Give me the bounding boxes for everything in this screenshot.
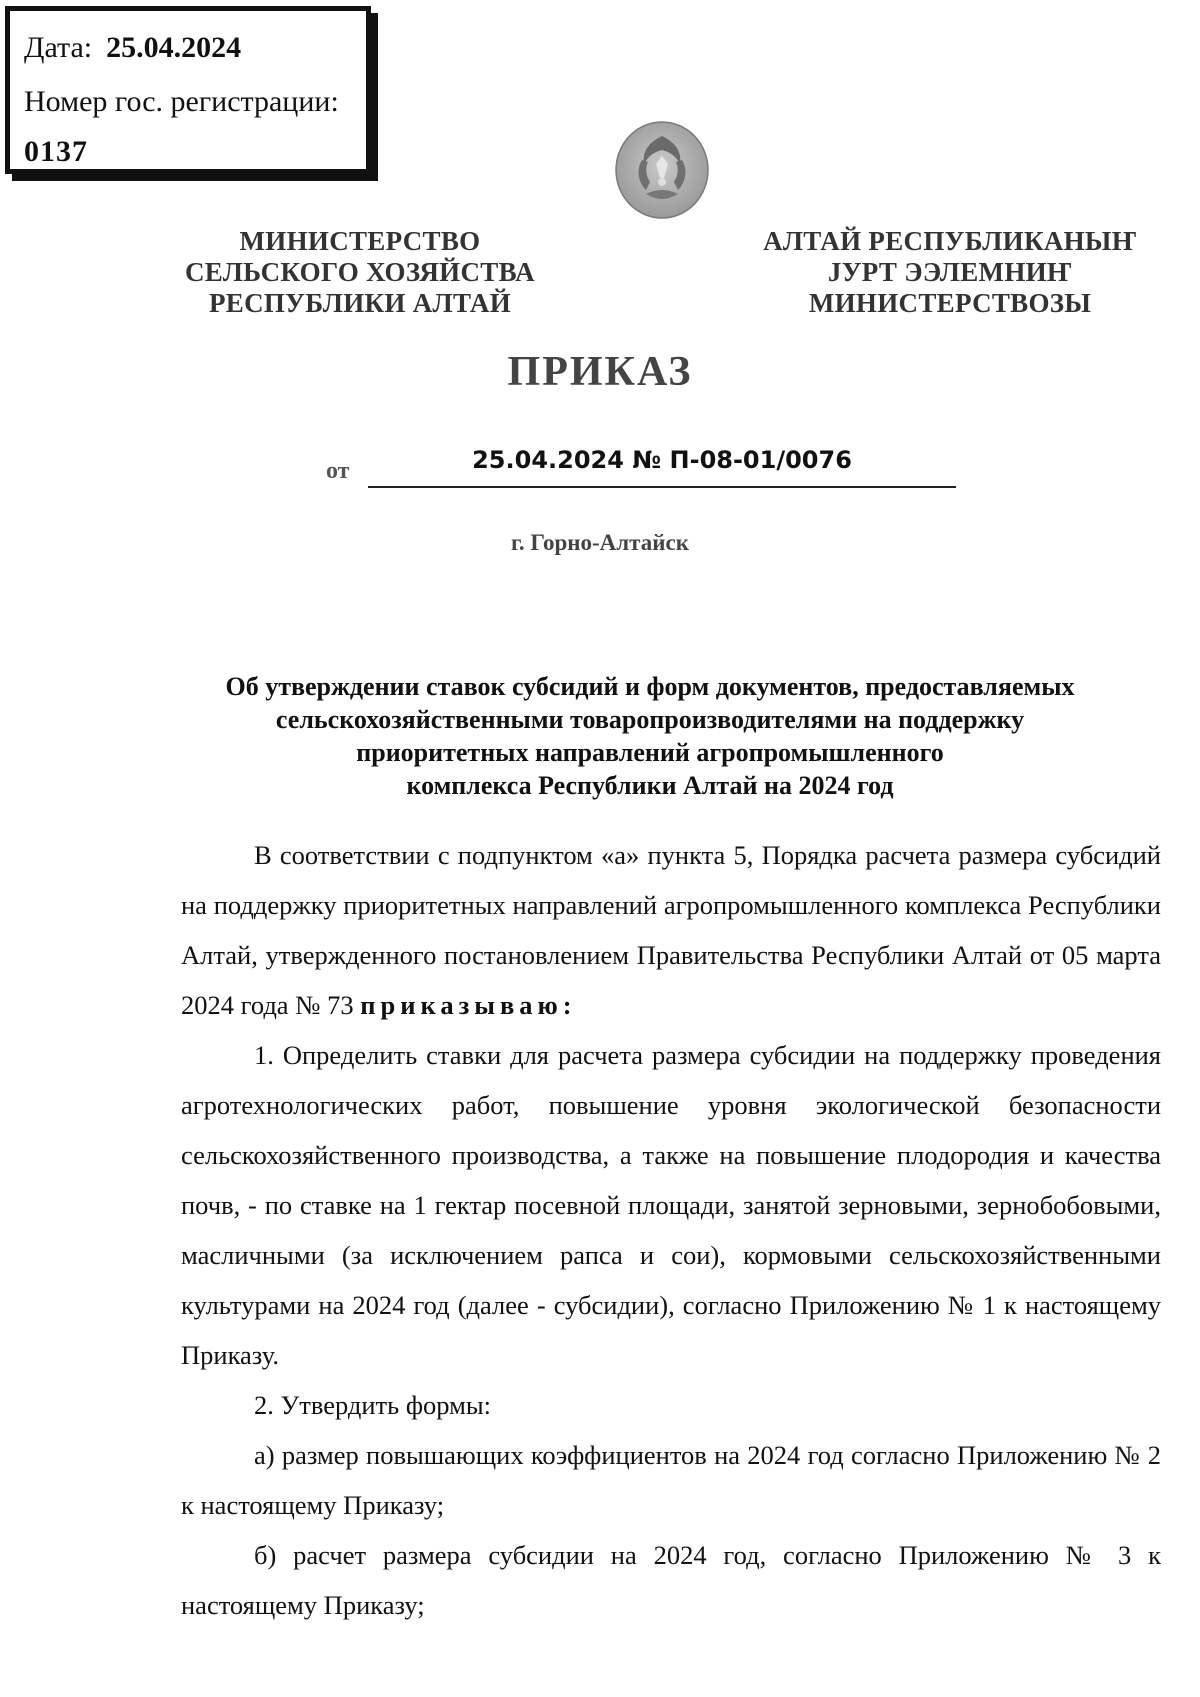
registration-number-label: Номер гос. регистрации: [24,85,339,118]
order-title-line: Об утверждении ставок субсидий и форм документов, предоставляемых [225,672,1075,701]
item-2a-paragraph: а) размер повышающих коэффициентов на 2024 год согласно Приложению № 2 к настоящему Приказу; [181,1440,1161,1520]
coat-of-arms-emblem [612,120,712,220]
preamble-text: В соответствии с подпунктом «а» пункта 5, Порядка расчета размера субсидий на поддержку приоритетных направлений агропромышленного комплекса Республики Алтай, утвержденного постановлением Правительства Республики Алтай от 05 марта 2024 года № 73 [181,840,1161,1020]
item-2-paragraph: 2. Утвердить формы: [254,1390,492,1420]
date-underline [368,486,956,488]
preamble-paragraph [181,830,1161,1030]
registration-stamp [5,6,371,174]
order-title-line: комплекса Республики Алтай на 2024 год [406,771,894,800]
document-type-title: ПРИКАЗ [507,349,693,395]
date-prefix-label: от [326,458,350,484]
ministry-alt-line: ЈУРТ ЭЭЛЕМНИҤ [827,257,1073,287]
ministry-name-altai [755,226,1145,319]
item-2b-paragraph: б) расчет размера субсидии на 2024 год, согласно Приложению № 3 к настоящему Приказу; [181,1540,1161,1620]
ministry-ru-line: МИНИСТЕРСТВО [239,226,481,256]
order-verb: приказываю: [360,990,577,1020]
ministry-name-russian [170,226,550,319]
registration-date-value: 25.04.2024 [106,31,242,64]
registration-date [24,31,241,65]
ministry-ru-line: РЕСПУБЛИКИ АЛТАЙ [208,288,512,318]
item-1-paragraph: 1. Определить ставки для расчета размера субсидии на поддержку проведения агротехнологических работ, повышение уровня экологической безопасности сельскохозяйственного производства, а также на повышение плодородия и качества почв, - по ставке на 1 гектар посевной площади, занятой зерновыми, зернобобовыми, масличными (за исключением рапса и сои), кормовыми сельскохозяйственными культурами на 2024 год (далее - субсидии), согласно Приложению № 1 к настоящему Приказу. [181,1040,1161,1370]
order-date-number: 25.04.2024 № П-08-01/0076 [472,446,852,474]
registration-number-value: 0137 [24,135,88,168]
city-name: г. Горно-Алтайск [511,530,689,555]
order-title-line: сельскохозяйственными товаропроизводителями на поддержку [275,705,1025,734]
order-title-line: приоритетных направлений агропромышленного [356,738,944,767]
order-title [150,670,1150,802]
ministry-alt-line: МИНИСТЕРСТВОЗЫ [808,288,1092,318]
ministry-alt-line: АЛТАЙ РЕСПУБЛИКАНЫҤ [763,226,1137,256]
order-body [181,830,1161,1630]
ministry-ru-line: СЕЛЬСКОГО ХОЗЯЙСТВА [185,257,535,287]
registration-date-label: Дата: [24,31,93,64]
